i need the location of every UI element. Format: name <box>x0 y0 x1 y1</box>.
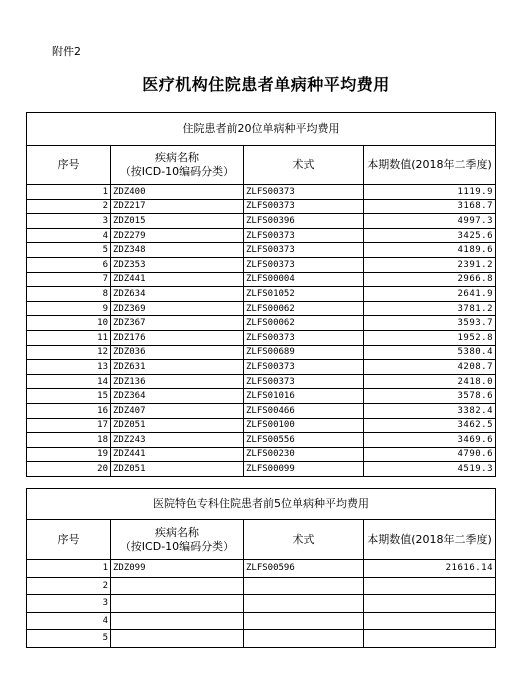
row-seq-cell: 12 <box>27 345 111 360</box>
row-disease-cell <box>111 577 244 595</box>
row-procedure-cell: ZLFS00230 <box>244 447 364 462</box>
table-row <box>27 243 496 258</box>
row-disease-cell: ZDZ441 <box>111 272 244 287</box>
row-procedure-cell: ZLFS00396 <box>244 214 364 229</box>
row-value-cell: 3469.6 <box>364 433 496 448</box>
row-procedure-cell <box>244 630 364 648</box>
row-disease-cell: ZDZ051 <box>111 418 244 433</box>
row-value-cell: 3168.7 <box>364 199 496 214</box>
row-procedure-cell: ZLFS00062 <box>244 301 364 316</box>
table-row <box>27 433 496 448</box>
row-procedure-cell: ZLFS00373 <box>244 360 364 375</box>
row-value-cell: 2391.2 <box>364 257 496 272</box>
row-disease-cell: ZDZ364 <box>111 389 244 404</box>
table-row <box>27 418 496 433</box>
row-value-cell: 2966.8 <box>364 272 496 287</box>
row-seq-cell: 15 <box>27 389 111 404</box>
row-procedure-cell: ZLFS01016 <box>244 389 364 404</box>
table-caption: 医院特色专科住院患者前5位单病种平均费用 <box>27 489 496 520</box>
row-value-cell <box>364 630 496 648</box>
table-row <box>27 199 496 214</box>
table-row <box>27 301 496 316</box>
row-seq-cell: 8 <box>27 287 111 302</box>
row-value-cell: 2641.9 <box>364 287 496 302</box>
row-disease-cell <box>111 595 244 613</box>
table-row <box>27 228 496 243</box>
row-procedure-cell <box>244 612 364 630</box>
header-disease <box>111 520 244 560</box>
row-procedure-cell <box>244 595 364 613</box>
row-seq-cell: 19 <box>27 447 111 462</box>
row-procedure-cell: ZLFS00373 <box>244 257 364 272</box>
row-procedure-cell: ZLFS00099 <box>244 462 364 477</box>
row-seq-cell: 16 <box>27 403 111 418</box>
row-disease-cell: ZDZ441 <box>111 447 244 462</box>
row-value-cell: 2418.0 <box>364 374 496 389</box>
row-procedure-cell: ZLFS00100 <box>244 418 364 433</box>
table-row <box>27 360 496 375</box>
row-value-cell: 5380.4 <box>364 345 496 360</box>
row-value-cell: 3593.7 <box>364 316 496 331</box>
row-seq-cell: 4 <box>27 612 111 630</box>
header-disease-line1: 疾病名称 <box>155 151 199 164</box>
row-disease-cell: ZDZ348 <box>111 243 244 258</box>
row-seq-cell: 9 <box>27 301 111 316</box>
row-disease-cell: ZDZ367 <box>111 316 244 331</box>
specialty-top5-cost-table <box>26 488 496 648</box>
row-procedure-cell: ZLFS00556 <box>244 433 364 448</box>
row-seq-cell: 5 <box>27 243 111 258</box>
row-value-cell: 3425.6 <box>364 228 496 243</box>
row-disease-cell: ZDZ136 <box>111 374 244 389</box>
row-seq-cell: 20 <box>27 462 111 477</box>
row-seq-cell: 14 <box>27 374 111 389</box>
row-value-cell: 3578.6 <box>364 389 496 404</box>
row-disease-cell: ZDZ631 <box>111 360 244 375</box>
table-row <box>27 330 496 345</box>
row-value-cell: 3462.5 <box>364 418 496 433</box>
row-disease-cell: ZDZ400 <box>111 185 244 200</box>
row-seq-cell: 10 <box>27 316 111 331</box>
header-value: 本期数值(2018年二季度) <box>364 520 496 560</box>
table-row <box>27 389 496 404</box>
table-row <box>27 374 496 389</box>
table-row <box>27 462 496 477</box>
table-body <box>27 560 496 648</box>
row-disease-cell: ZDZ407 <box>111 403 244 418</box>
table-row <box>27 403 496 418</box>
top20-cost-table <box>26 112 496 477</box>
header-disease-line1: 疾病名称 <box>155 525 199 539</box>
row-disease-cell: ZDZ353 <box>111 257 244 272</box>
row-procedure-cell: ZLFS00466 <box>244 403 364 418</box>
row-seq-cell: 6 <box>27 257 111 272</box>
row-value-cell <box>364 577 496 595</box>
row-seq-cell: 2 <box>27 199 111 214</box>
table-row <box>27 560 496 578</box>
table-row <box>27 577 496 595</box>
header-value: 本期数值(2018年二季度) <box>364 146 496 185</box>
table-row <box>27 185 496 200</box>
row-value-cell: 4997.3 <box>364 214 496 229</box>
row-disease-cell <box>111 630 244 648</box>
row-seq-cell: 18 <box>27 433 111 448</box>
header-procedure: 术式 <box>244 146 364 185</box>
row-procedure-cell: ZLFS00373 <box>244 330 364 345</box>
page-title: 医疗机构住院患者单病种平均费用 <box>142 75 390 94</box>
table-body <box>27 185 496 477</box>
row-value-cell: 4790.6 <box>364 447 496 462</box>
row-procedure-cell: ZLFS00373 <box>244 374 364 389</box>
row-procedure-cell: ZLFS00062 <box>244 316 364 331</box>
row-seq-cell: 2 <box>27 577 111 595</box>
header-procedure: 术式 <box>244 520 364 560</box>
row-disease-cell: ZDZ176 <box>111 330 244 345</box>
row-seq-cell: 17 <box>27 418 111 433</box>
row-disease-cell: ZDZ217 <box>111 199 244 214</box>
table-row <box>27 257 496 272</box>
row-procedure-cell: ZLFS01052 <box>244 287 364 302</box>
table-caption: 住院患者前20位单病种平均费用 <box>27 113 496 146</box>
row-disease-cell: ZDZ051 <box>111 462 244 477</box>
row-procedure-cell: ZLFS00004 <box>244 272 364 287</box>
row-disease-cell: ZDZ243 <box>111 433 244 448</box>
header-disease-line2: （按ICD-10编码分类） <box>119 539 235 553</box>
table-row <box>27 272 496 287</box>
header-disease <box>111 146 244 185</box>
row-seq-cell: 4 <box>27 228 111 243</box>
row-procedure-cell: ZLFS00596 <box>244 560 364 578</box>
table-row <box>27 316 496 331</box>
row-value-cell: 1952.8 <box>364 330 496 345</box>
header-seq: 序号 <box>27 146 111 185</box>
row-disease-cell: ZDZ015 <box>111 214 244 229</box>
row-value-cell: 4189.6 <box>364 243 496 258</box>
row-procedure-cell: ZLFS00689 <box>244 345 364 360</box>
row-seq-cell: 3 <box>27 214 111 229</box>
table-row <box>27 287 496 302</box>
row-value-cell: 4519.3 <box>364 462 496 477</box>
row-seq-cell: 1 <box>27 560 111 578</box>
row-value-cell: 4208.7 <box>364 360 496 375</box>
row-seq-cell: 13 <box>27 360 111 375</box>
row-procedure-cell: ZLFS00373 <box>244 199 364 214</box>
header-seq: 序号 <box>27 520 111 560</box>
row-procedure-cell: ZLFS00373 <box>244 243 364 258</box>
row-seq-cell: 3 <box>27 595 111 613</box>
header-disease-line2: （按ICD-10编码分类） <box>119 165 235 178</box>
table-row <box>27 447 496 462</box>
row-value-cell <box>364 595 496 613</box>
row-disease-cell: ZDZ369 <box>111 301 244 316</box>
row-disease-cell: ZDZ036 <box>111 345 244 360</box>
row-value-cell: 1119.9 <box>364 185 496 200</box>
table-row <box>27 630 496 648</box>
row-seq-cell: 7 <box>27 272 111 287</box>
table-row <box>27 595 496 613</box>
row-procedure-cell: ZLFS00373 <box>244 228 364 243</box>
row-procedure-cell <box>244 577 364 595</box>
table-row <box>27 345 496 360</box>
row-seq-cell: 11 <box>27 330 111 345</box>
row-value-cell <box>364 612 496 630</box>
row-disease-cell: ZDZ634 <box>111 287 244 302</box>
table-row <box>27 214 496 229</box>
row-procedure-cell: ZLFS00373 <box>244 185 364 200</box>
attachment-label: 附件2 <box>52 45 81 58</box>
row-disease-cell <box>111 612 244 630</box>
table-row <box>27 612 496 630</box>
row-disease-cell: ZDZ099 <box>111 560 244 578</box>
row-value-cell: 3781.2 <box>364 301 496 316</box>
row-value-cell: 3382.4 <box>364 403 496 418</box>
row-seq-cell: 5 <box>27 630 111 648</box>
row-disease-cell: ZDZ279 <box>111 228 244 243</box>
row-seq-cell: 1 <box>27 185 111 200</box>
row-value-cell: 21616.14 <box>364 560 496 578</box>
